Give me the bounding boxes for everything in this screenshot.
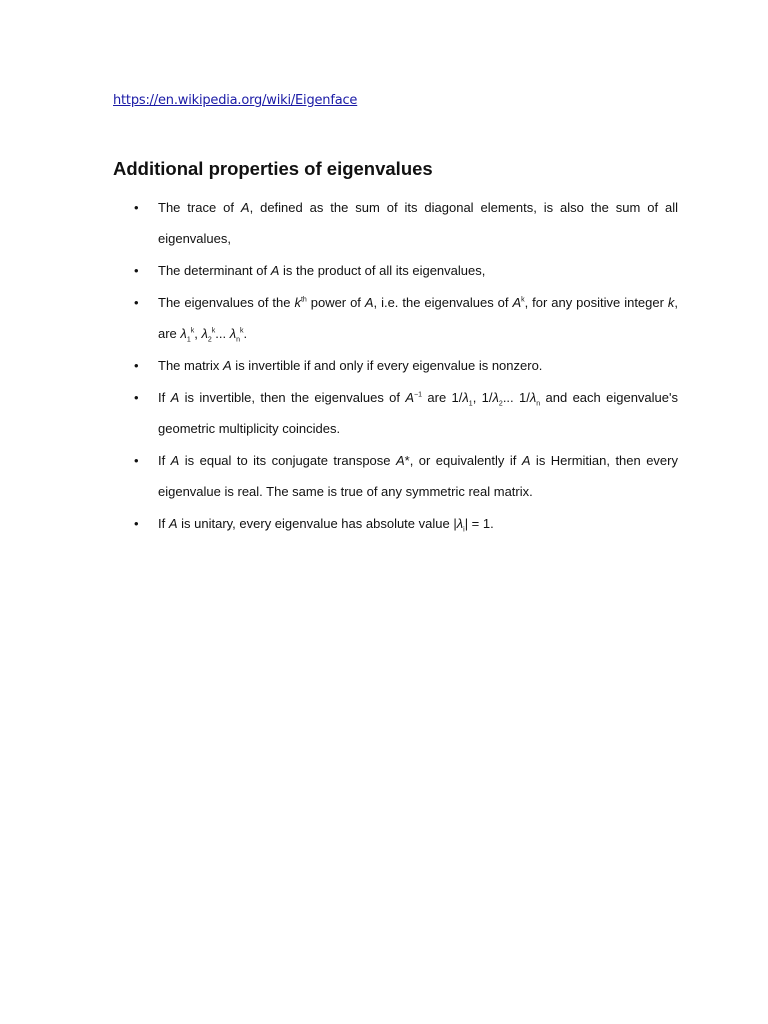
list-item: [113, 445, 678, 507]
list-item-text: If A is invertible, then the eigenvalues of $A^{-1}$ are $1/\lambda_1$, $1/\lambda_2$... $1/\lambda_n$ and each eigenvalue's geometric multiplicity coincides.: [158, 390, 678, 436]
list-item: [113, 508, 678, 539]
bullet-icon: •: [134, 263, 139, 278]
list-item-text: The determinant of A is the product of all its eigenvalues,: [158, 263, 486, 278]
bullet-icon: •: [134, 200, 139, 215]
properties-list: [113, 192, 678, 540]
bullet-icon: •: [134, 453, 139, 468]
list-item-text: The eigenvalues of the $k^{th}$ power of A, i.e. the eigenvalues of $A^k$, for any positive integer k, are $\lambda_1^k$, $\lambda_2^k$... $\lambda_n^k$.: [158, 295, 679, 344]
list-item: [113, 382, 678, 444]
list-item: [113, 255, 678, 286]
list-item-text: The matrix A is invertible if and only if every eigenvalue is nonzero.: [158, 358, 543, 373]
bullet-icon: •: [134, 358, 139, 373]
bullet-icon: •: [134, 390, 139, 405]
list-item: [113, 287, 678, 349]
section-heading: Additional properties of eigenvalues: [113, 158, 433, 179]
list-item-text: If A is unitary, every eigenvalue has absolute value $|\lambda_i| = 1$.: [158, 516, 494, 534]
bullet-icon: •: [134, 516, 139, 531]
list-item: [113, 192, 678, 254]
list-item: [113, 350, 678, 381]
list-item-text: If A is equal to its conjugate transpose A*, or equivalently if A is Hermitian, then every eigenvalue is real. The same is true of any symmetric real matrix.: [158, 453, 678, 499]
source-link[interactable]: https://en.wikipedia.org/wiki/Eigenface: [113, 93, 358, 108]
bullet-icon: •: [134, 295, 139, 310]
list-item-text: The trace of A, defined as the sum of its diagonal elements, is also the sum of all eigenvalues,: [158, 200, 679, 246]
